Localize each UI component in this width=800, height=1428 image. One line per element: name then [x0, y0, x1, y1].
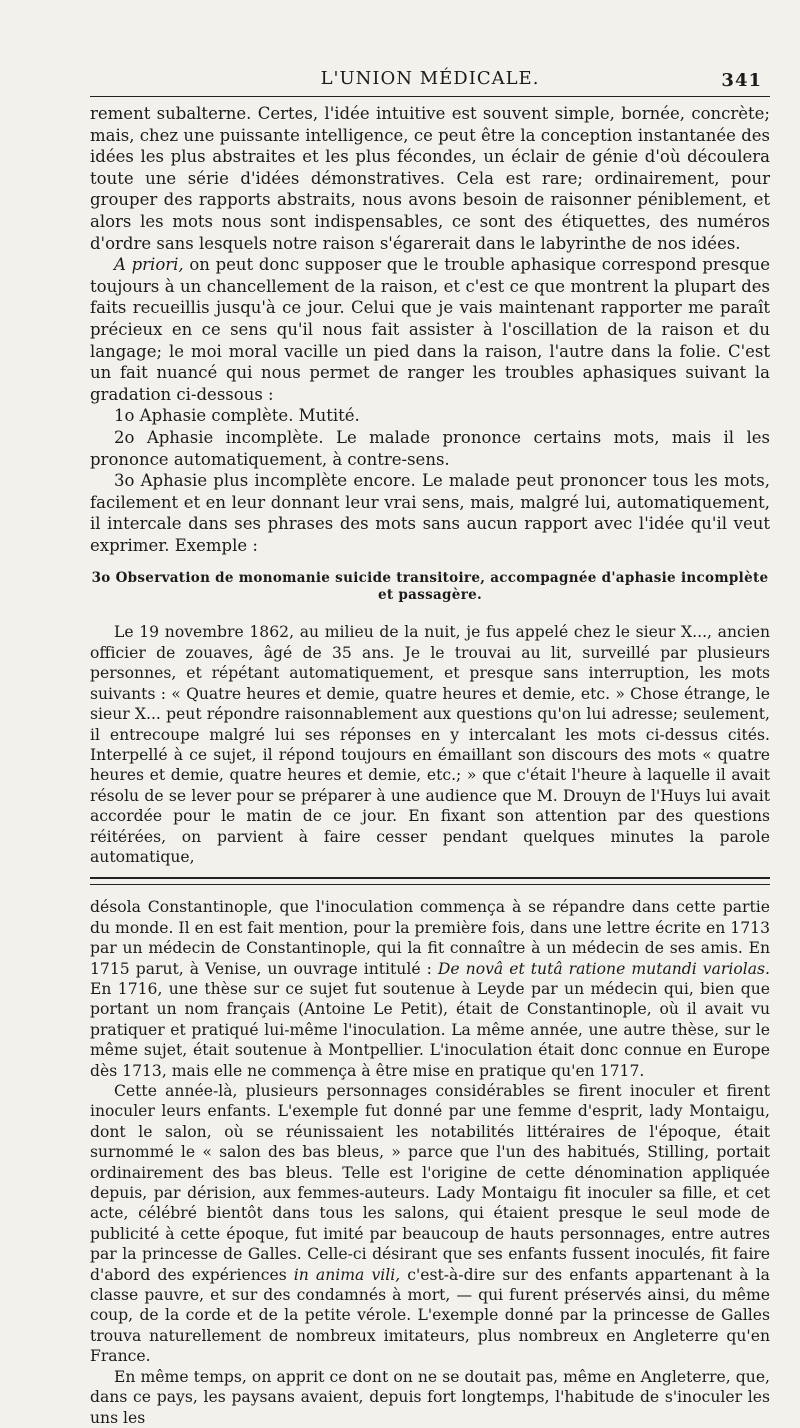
- page-number: 341: [721, 70, 762, 91]
- paragraph: rement subalterne. Certes, l'idée intuitive est souvent simple, bornée, concrète; mais, chez une puissante intelligence, ce peut être la conception instantanée des idées les plus abstraites et les plus fécondes, un éclair de génie d'où découlera toute une série d'idées démonstratives. Cela est rare; ordinairement, pour grouper des rapports abstraits, nous avons besoin de raisonner péniblement, et alors les mots nous sont indispensables, ce sont des étiquettes, des numéros d'ordre sans lesquels notre raison s'égarerait dans le labyrinthe de nos idées.: [90, 104, 770, 253]
- paragraph: Le 19 novembre 1862, au milieu de la nuit, je fus appelé chez le sieur X..., ancien officier de zouaves, âgé de 35 ans. Je le trouvai au lit, surveillé par plusieurs personnes, et répétant automatiquement, et presque sans interruption, les mots suivants : « Quatre heures et demie, quatre heures et demie, etc. » Chose étrange, le sieur X... peut répondre raisonnablement aux questions qu'on lui adresse; seulement, il entrecoupe malgré lui ses réponses en y intercalant les mots ci-dessus cités. Interpellé à ce sujet, il répond toujours en émaillant son discours des mots « quatre heures et demie, quatre heures et demie, etc.; » que c'était l'heure à laquelle il avait résolu de se lever pour se préparer à une audience que M. Drouyn de l'Huys lui avait accordée pour le matin de ce jour. En fixant son attention par des questions réitérées, on parvient à faire cesser pendant quelques minutes la parole automatique,: [90, 623, 770, 866]
- upper-article: [90, 103, 770, 867]
- lower-feuilleton: [90, 897, 770, 1428]
- paragraph-text: Cette année-là, plusieurs personnages considérables se firent inoculer et firent inoculer leurs enfants. L'exemple fut donné par une femme d'esprit, lady Montaigu, dont le salon, où se réunissaient les notabilités littéraires de l'époque, était surnommé le « salon des bas bleus, » parce que l'un des habitués, Stilling, portait ordinairement des bas bleus. Telle est l'origine de cette dénomination appliquée depuis, par dérision, aux femmes-auteurs. Lady Montaigu fit inoculer sa fille, et cet acte, célébré bientôt dans tous les salons, qui étaient presque le seul mode de publicité à cette époque, fut imité par beaucoup de hauts personnages, entre autres par la princesse de Galles. Celle-ci désirant que ses enfants fussent inoculés, fit faire d'abord des expériences: [90, 1082, 770, 1284]
- paragraph: [90, 1081, 770, 1367]
- section-divider: [90, 877, 770, 885]
- italic-phrase: A priori,: [114, 255, 184, 275]
- paragraph: [90, 897, 770, 1081]
- paragraph: En même temps, on apprit ce dont on ne se doutait pas, même en Angleterre, que, dans ce pays, les paysans avaient, depuis fort longtemps, l'habitude de s'inoculer les uns les: [90, 1367, 770, 1427]
- paragraph-text: désola Constantinople, que l'inoculation commença à se répandre dans cette partie du monde. Il en est fait mention, pour la première fois, dans une lettre écrite en 1713 par un médecin de Constantinople, qui la fit connaître à un médecin de ses amis. En 1715 parut, à Venise, un ouvrage intitulé :: [90, 898, 770, 978]
- list-item: 2o Aphasie incomplète. Le malade prononce certains mots, mais il les prononce automatiquement, à contre-sens.: [90, 427, 770, 469]
- paragraph: [90, 254, 770, 405]
- italic-phrase: in anima vili,: [293, 1265, 401, 1284]
- list-item: 3o Aphasie plus incomplète encore. Le malade peut prononcer tous les mots, facilement et en leur donnant leur vrai sens, mais, malgré lui, automatiquement, il intercale dans ses phrases des mots sans aucun rapport avec l'idée qu'il veut exprimer. Exemple :: [90, 471, 770, 555]
- paragraph-text: on peut donc supposer que le trouble aphasique correspond presque toujours à un chancellement de la raison, et c'est ce que montrent la plupart des faits recueillis jusqu'à ce jour. Celui que je vais maintenant rapporter me paraît précieux en ce sens qu'il nous fait assister à l'oscillation de la raison et du langage; le moi moral vacille un pied dans la raison, l'autre dans la folie. C'est un fait nuancé qui nous permet de ranger les troubles aphasiques suivant la gradation ci-dessous :: [90, 255, 770, 404]
- observation-title: 3o Observation de monomanie suicide transitoire, accompagnée d'aphasie incomplète et passagère.: [91, 570, 769, 604]
- paragraph-text: En 1716, une thèse sur ce sujet fut soutenue à Leyde par un médecin qui, bien que portant un nom français (Antoine Le Petit), était de Constantinople, où il avait vu pratiquer et pratiqué lui-même l'inoculation. La même année, une autre thèse, sur le même sujet, était soutenue à Montpellier. L'inoculation était donc connue en Europe dès 1713, mais elle ne commença à être mise en pratique qu'en 1717.: [90, 979, 770, 1080]
- paragraph-text: c'est-à-dire sur des enfants appartenant à la classe pauvre, et sur des condamnés à mort, — qui furent préservés ainsi, du même coup, de la corde et de la petite vérole. L'exemple donné par la princesse de Galles trouva naturellement de nombreux imitateurs, plus nombreux en Angleterre qu'en France.: [90, 1265, 770, 1366]
- italic-title: De novâ et tutâ ratione mutandi variolas.: [437, 959, 770, 978]
- running-header: [90, 62, 770, 97]
- journal-title: L'UNION MÉDICALE.: [320, 68, 540, 89]
- list-item: 1o Aphasie complète. Mutité.: [114, 406, 360, 426]
